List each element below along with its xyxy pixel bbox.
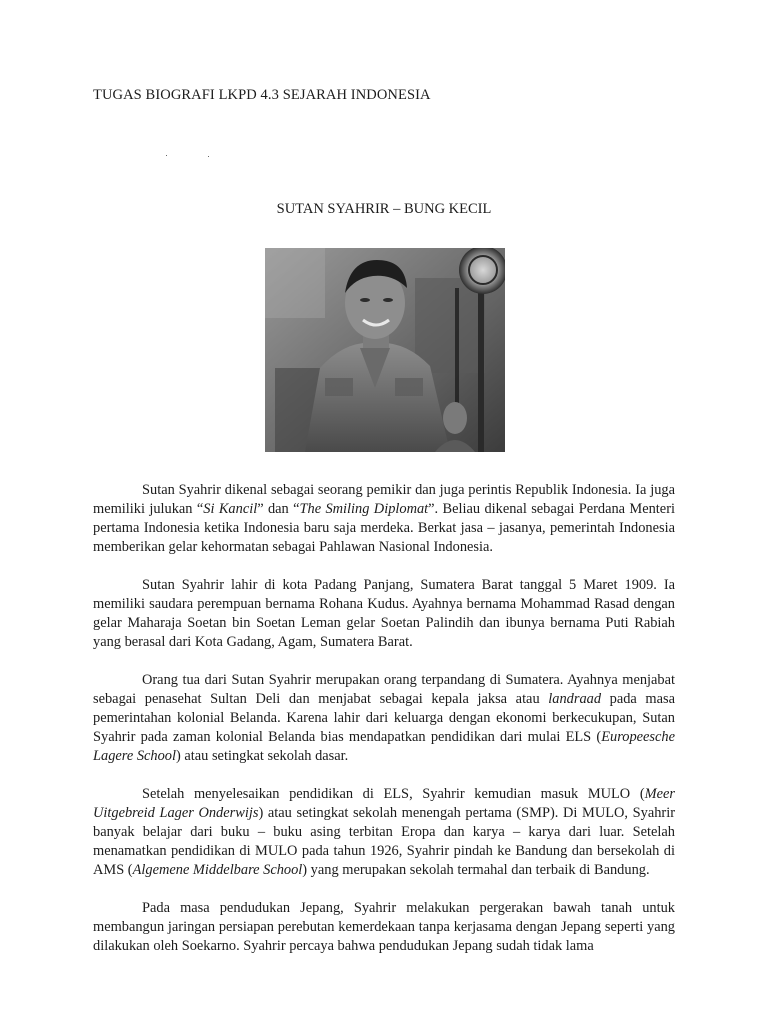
italic-term: Meer Uitgebreid Lager Onderwijs [93, 786, 675, 821]
paragraph [93, 899, 675, 956]
document-header: TUGAS BIOGRAFI LKPD 4.3 SEJARAH INDONESIA [93, 87, 431, 103]
paragraph-text: pada masa pemerintahan kolonial Belanda. Karena lahir dari keluarga dengan ekonomi berkecukupan, Sutan Syahrir pada zaman kolonial Belanda bias mendapatkan pendidikan dari mulai ELS ( [93, 691, 675, 745]
italic-term: landraad [548, 691, 602, 707]
paragraph-text: Pada masa pendudukan Jepang, Syahrir melakukan pergerakan bawah tanah untuk membangun jaringan persiapan perebutan kemerdekaan tanpa kerjasama dengan Jepang seperti yang dilakukan oleh Soekarno. Syahrir percaya bahwa pendudukan Jepang sudah tidak lama [93, 900, 675, 954]
paragraph-text: ”. Beliau dikenal sebagai Perdana Menteri pertama Indonesia ketika Indonesia baru saja merdeka. Berkat jasa – jasanya, pemerintah Indonesia memberikan gelar kehormatan sebagai Pahlawan Nasional Indonesia. [93, 501, 675, 555]
paragraph-text: Setelah menyelesaikan pendidikan di ELS, Syahrir kemudian masuk MULO ( [142, 786, 645, 802]
paragraph [93, 576, 675, 652]
paragraph-text: Sutan Syahrir lahir di kota Padang Panjang, Sumatera Barat tanggal 5 Maret 1909. Ia memiliki saudara perempuan bernama Rohana Kudus. Ayahnya bernama Mohammad Rasad dengan gelar Maharaja Soetan bin Soetan Leman gelar Soetan Palindih dan ibunya bernama Puti Rabiah yang berasal dari Kota Gadang, Agam, Sumatera Barat. [93, 577, 675, 650]
italic-term: Si Kancil [203, 501, 258, 517]
paragraph-text: ” dan “ [257, 501, 300, 517]
biography-text [93, 481, 675, 975]
portrait-photo-illustration [265, 248, 505, 452]
paragraph [93, 481, 675, 557]
italic-term: Europeesche Lagere School [93, 729, 675, 764]
paragraph-text: Orang tua dari Sutan Syahrir merupakan orang terpandang di Sumatera. Ayahnya menjabat sebagai penasehat Sultan Deli dan menjabat sebagai kepala jaksa atau [93, 672, 675, 707]
paragraph-text: ) yang merupakan sekolah termahal dan terbaik di Bandung. [302, 862, 650, 878]
portrait-photo [265, 248, 505, 452]
italic-term: The Smiling Diplomat [299, 501, 429, 517]
paragraph [93, 785, 675, 880]
scan-specks [166, 153, 214, 159]
paragraph-text: ) atau setingkat sekolah menengah pertama (SMP). Di MULO, Syahrir banyak belajar dari buku – buku asing terbitan Eropa dan karya – karya dari luar. Setelah menamatkan pendidikan di MULO pada tahun 1926, Syahrir pindah ke Bandung dan bersekolah di AMS ( [93, 805, 675, 878]
paragraph-text: ) atau setingkat sekolah dasar. [176, 748, 349, 764]
paragraph-text: Sutan Syahrir dikenal sebagai seorang pemikir dan juga perintis Republik Indonesia. Ia juga memiliki julukan “ [93, 482, 675, 517]
italic-term: Algemene Middelbare School [132, 862, 303, 878]
document-title: SUTAN SYAHRIR – BUNG KECIL [276, 201, 492, 217]
paragraph [93, 671, 675, 766]
